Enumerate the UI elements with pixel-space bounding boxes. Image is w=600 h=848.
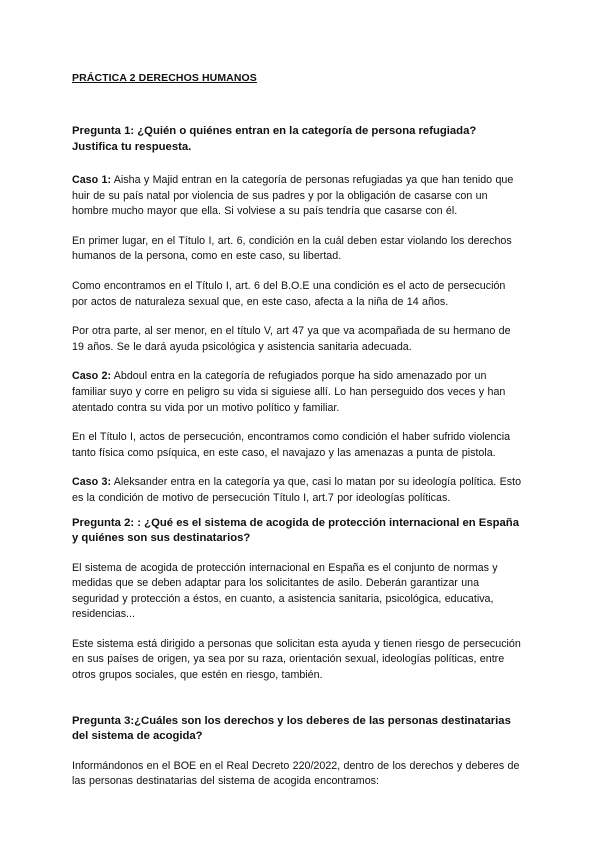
q2-paragraph-2: Este sistema está dirigido a personas que solicitan esta ayuda y tienen riesgo de persecución en sus países de origen, ya sea por su raza, orientación sexual, ideologías políticas, entre otros grupos sociales, que estén en riesgo, también.	[72, 637, 521, 682]
question-1-heading: Pregunta 1: ¿Quién o quiénes entran en la categoría de persona refugiada? Justifica tu respuesta.	[72, 125, 477, 153]
case-1-paragraph	[72, 173, 524, 220]
question-2-heading: Pregunta 2: : ¿Qué es el sistema de acogida de protección internacional en España y quiénes son sus destinatarios?	[72, 516, 519, 544]
case-3-text: Aleksander entra en la categoría ya que, casi lo matan por su ideología política. Esto es la condición de motivo de persecución Título I, art.7 por ideologías políticas.	[72, 476, 522, 504]
q3-paragraph-1: Informándonos en el BOE en el Real Decreto 220/2022, dentro de los derechos y deberes de las personas destinatarias del sistema de acogida encontramos:	[72, 759, 520, 788]
case-3-paragraph	[72, 475, 524, 506]
case-2-text: Abdoul entra en la categoría de refugiados porque ha sido amenazado por un familiar suyo y corre en peligro su vida si siguiese allí. Lo han perseguido dos veces y han atentado contra su vida por un motivo político y familiar.	[72, 370, 506, 414]
q1-paragraph-4: En el Título I, actos de persecución, encontramos como condición el haber sufrido violencia tanto física como psíquica, en este caso, el navajazo y las amenazas a punta de pistola.	[72, 431, 511, 459]
document-title: PRÁCTICA 2 DERECHOS HUMANOS	[72, 72, 257, 84]
q1-paragraph-3: Por otra parte, al ser menor, en el título V, art 47 ya que va acompañada de su hermano de 19 años. Se le dará ayuda psicológica y asistencia sanitaria adecuada.	[72, 325, 511, 353]
case-1-text: Aisha y Majid entran en la categoría de personas refugiadas ya que han tenido que huir de su país natal por violencia de sus padres y por la obligación de casarse con un hombre mucho mayor que ella. Si volviese a su país tendría que casarse con él.	[72, 174, 514, 218]
case-1-label: Caso 1:	[72, 174, 112, 186]
q1-paragraph-2: Como encontramos en el Título I, art. 6 del B.O.E una condición es el acto de persecución por actos de naturaleza sexual que, en este caso, afecta a la niña de 14 años.	[72, 279, 506, 308]
q1-paragraph-1: En primer lugar, en el Título I, art. 6, condición en la cuál deben estar violando los derechos humanos de la persona, como en este caso, su libertad.	[72, 234, 512, 263]
q2-paragraph-1: El sistema de acogida de protección internacional en España es el conjunto de normas y medidas que se deben adaptar para los solicitantes de asilo. Deberán garantizar una seguridad y protección a éstos, en cuanto, a asistencia sanitaria, psicológica, educativa, residencias...	[72, 561, 498, 621]
question-3-heading: Pregunta 3:¿Cuáles son los derechos y los deberes de las personas destinatarias del sistema de acogida?	[72, 714, 511, 743]
case-2-label: Caso 2:	[72, 370, 112, 383]
case-3-label: Caso 3:	[72, 476, 112, 489]
case-2-paragraph	[72, 369, 524, 416]
